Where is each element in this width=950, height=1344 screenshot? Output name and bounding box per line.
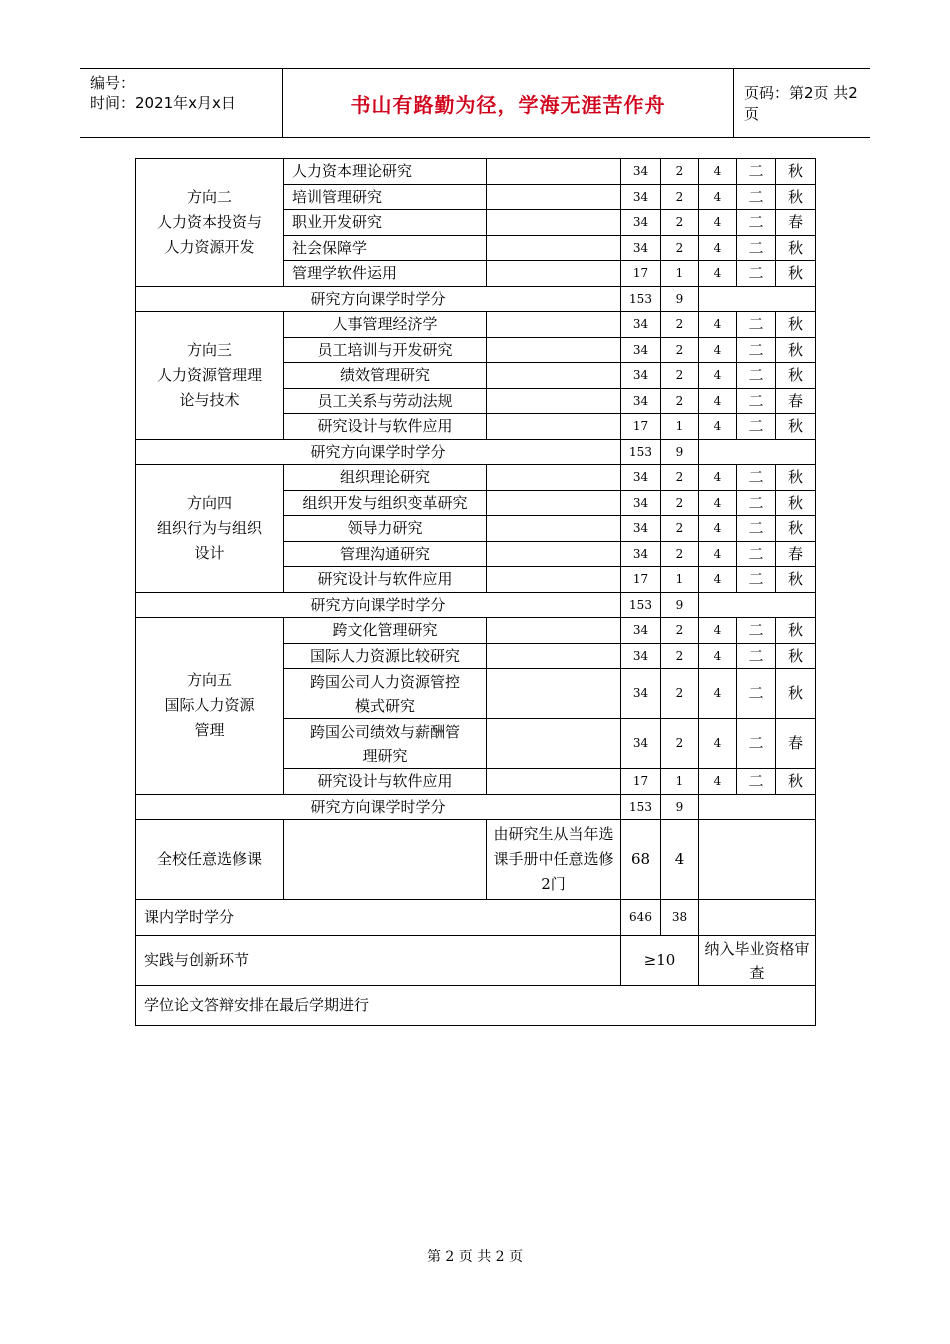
course-hours: 34 <box>621 490 661 516</box>
thesis-label: 学位论文答辩安排在最后学期进行 <box>136 986 816 1026</box>
elective-credits: 4 <box>661 820 699 900</box>
course-name: 研究设计与软件应用 <box>284 414 487 440</box>
course-year: 二 <box>737 643 776 669</box>
course-hours: 34 <box>621 618 661 644</box>
course-name: 绩效管理研究 <box>284 363 487 389</box>
course-row <box>136 312 816 338</box>
course-term: 4 <box>699 414 737 440</box>
course-season: 春 <box>776 719 816 769</box>
course-season: 秋 <box>776 669 816 719</box>
course-season: 秋 <box>776 490 816 516</box>
course-name: 管理沟通研究 <box>284 541 487 567</box>
course-note <box>487 618 621 644</box>
doc-number-label: 编号： <box>90 74 136 92</box>
direction-name: 方向四 组织行为与组织 设计 <box>136 465 284 593</box>
curriculum-table-body <box>136 159 816 1026</box>
subtotal-row <box>136 794 816 820</box>
course-year: 二 <box>737 363 776 389</box>
course-term: 4 <box>699 337 737 363</box>
header-motto: 书山有路勤为径，学海无涯苦作舟 <box>282 69 734 137</box>
course-term: 4 <box>699 618 737 644</box>
course-hours: 34 <box>621 388 661 414</box>
course-note <box>487 312 621 338</box>
course-name: 跨国公司绩效与薪酬管 理研究 <box>284 719 487 769</box>
course-season: 秋 <box>776 618 816 644</box>
course-credits: 1 <box>661 261 699 287</box>
course-hours: 34 <box>621 465 661 491</box>
course-note <box>487 669 621 719</box>
course-hours: 34 <box>621 337 661 363</box>
subtotal-empty <box>699 794 816 820</box>
subtotal-label: 研究方向课学时学分 <box>136 794 621 820</box>
page-footer: 第 2 页 共 2 页 <box>426 1249 524 1265</box>
course-season: 秋 <box>776 261 816 287</box>
elective-empty-right <box>699 820 816 900</box>
subtotal-credits: 9 <box>661 286 699 312</box>
course-season: 春 <box>776 388 816 414</box>
course-note <box>487 719 621 769</box>
course-credits: 2 <box>661 235 699 261</box>
doc-time-label: 时间：2021年x月x日 <box>90 94 236 112</box>
subtotal-credits: 9 <box>661 439 699 465</box>
header-page-number: 页码：第2页 共2页 <box>744 84 858 123</box>
course-term: 4 <box>699 261 737 287</box>
course-year: 二 <box>737 465 776 491</box>
subtotal-credits: 9 <box>661 592 699 618</box>
course-credits: 2 <box>661 490 699 516</box>
practice-value: ≥10 <box>621 936 699 986</box>
course-hours: 34 <box>621 159 661 185</box>
course-season: 秋 <box>776 643 816 669</box>
course-term: 4 <box>699 210 737 236</box>
course-year: 二 <box>737 159 776 185</box>
course-term: 4 <box>699 643 737 669</box>
course-year: 二 <box>737 490 776 516</box>
subtotal-hours: 153 <box>621 592 661 618</box>
elective-note: 由研究生从当年选课手册中任意选修2门 <box>487 820 621 900</box>
course-hours: 34 <box>621 669 661 719</box>
course-name: 研究设计与软件应用 <box>284 769 487 795</box>
practice-note: 纳入毕业资格审查 <box>699 936 816 986</box>
course-name: 跨国公司人力资源管控 模式研究 <box>284 669 487 719</box>
subtotal-row <box>136 286 816 312</box>
course-credits: 2 <box>661 184 699 210</box>
course-hours: 34 <box>621 210 661 236</box>
course-term: 4 <box>699 363 737 389</box>
total-hours: 646 <box>621 900 661 936</box>
elective-empty <box>284 820 487 900</box>
header-meta <box>80 69 282 137</box>
course-term: 4 <box>699 541 737 567</box>
course-name: 职业开发研究 <box>284 210 487 236</box>
course-season: 秋 <box>776 567 816 593</box>
course-name: 社会保障学 <box>284 235 487 261</box>
course-credits: 2 <box>661 159 699 185</box>
course-term: 4 <box>699 567 737 593</box>
course-note <box>487 490 621 516</box>
elective-hours: 68 <box>621 820 661 900</box>
course-row <box>136 618 816 644</box>
course-hours: 17 <box>621 261 661 287</box>
course-name: 组织开发与组织变革研究 <box>284 490 487 516</box>
course-year: 二 <box>737 618 776 644</box>
course-note <box>487 465 621 491</box>
course-name: 研究设计与软件应用 <box>284 567 487 593</box>
subtotal-label: 研究方向课学时学分 <box>136 592 621 618</box>
course-credits: 2 <box>661 669 699 719</box>
course-year: 二 <box>737 210 776 236</box>
course-name: 跨文化管理研究 <box>284 618 487 644</box>
course-term: 4 <box>699 388 737 414</box>
subtotal-hours: 153 <box>621 286 661 312</box>
course-row <box>136 465 816 491</box>
course-term: 4 <box>699 159 737 185</box>
course-credits: 2 <box>661 363 699 389</box>
course-hours: 34 <box>621 184 661 210</box>
course-season: 秋 <box>776 414 816 440</box>
course-season: 秋 <box>776 312 816 338</box>
course-note <box>487 541 621 567</box>
course-season: 秋 <box>776 363 816 389</box>
course-season: 秋 <box>776 184 816 210</box>
course-year: 二 <box>737 184 776 210</box>
course-season: 秋 <box>776 235 816 261</box>
course-term: 4 <box>699 184 737 210</box>
subtotal-credits: 9 <box>661 794 699 820</box>
course-credits: 2 <box>661 312 699 338</box>
course-credits: 1 <box>661 769 699 795</box>
course-term: 4 <box>699 669 737 719</box>
subtotal-empty <box>699 592 816 618</box>
course-year: 二 <box>737 337 776 363</box>
course-season: 秋 <box>776 159 816 185</box>
course-hours: 34 <box>621 719 661 769</box>
practice-label: 实践与创新环节 <box>136 936 621 986</box>
page-header <box>80 68 870 138</box>
course-credits: 2 <box>661 465 699 491</box>
course-note <box>487 210 621 236</box>
course-hours: 17 <box>621 769 661 795</box>
course-name: 员工关系与劳动法规 <box>284 388 487 414</box>
course-name: 领导力研究 <box>284 516 487 542</box>
course-credits: 2 <box>661 643 699 669</box>
course-note <box>487 516 621 542</box>
total-row <box>136 900 816 936</box>
elective-label: 全校任意选修课 <box>136 820 284 900</box>
practice-row <box>136 936 816 986</box>
subtotal-empty <box>699 286 816 312</box>
total-label: 课内学时学分 <box>136 900 621 936</box>
course-season: 春 <box>776 210 816 236</box>
course-note <box>487 769 621 795</box>
direction-name: 方向二 人力资本投资与 人力资源开发 <box>136 159 284 287</box>
course-credits: 2 <box>661 516 699 542</box>
course-note <box>487 388 621 414</box>
course-name: 人事管理经济学 <box>284 312 487 338</box>
course-credits: 2 <box>661 210 699 236</box>
course-hours: 34 <box>621 643 661 669</box>
course-term: 4 <box>699 719 737 769</box>
course-credits: 1 <box>661 567 699 593</box>
course-note <box>487 643 621 669</box>
curriculum-table <box>135 158 816 1026</box>
total-empty <box>699 900 816 936</box>
course-season: 秋 <box>776 337 816 363</box>
course-year: 二 <box>737 567 776 593</box>
course-hours: 34 <box>621 363 661 389</box>
course-hours: 34 <box>621 541 661 567</box>
direction-name: 方向五 国际人力资源 管理 <box>136 618 284 795</box>
course-term: 4 <box>699 235 737 261</box>
subtotal-row <box>136 439 816 465</box>
course-year: 二 <box>737 388 776 414</box>
course-season: 秋 <box>776 769 816 795</box>
total-credits: 38 <box>661 900 699 936</box>
course-note <box>487 363 621 389</box>
course-season: 秋 <box>776 516 816 542</box>
course-name: 国际人力资源比较研究 <box>284 643 487 669</box>
course-credits: 2 <box>661 337 699 363</box>
course-credits: 2 <box>661 541 699 567</box>
course-credits: 2 <box>661 719 699 769</box>
course-year: 二 <box>737 312 776 338</box>
course-note <box>487 261 621 287</box>
subtotal-row <box>136 592 816 618</box>
direction-name: 方向三 人力资源管理理 论与技术 <box>136 312 284 440</box>
course-credits: 2 <box>661 618 699 644</box>
subtotal-label: 研究方向课学时学分 <box>136 439 621 465</box>
course-year: 二 <box>737 414 776 440</box>
course-hours: 17 <box>621 414 661 440</box>
course-year: 二 <box>737 261 776 287</box>
course-name: 员工培训与开发研究 <box>284 337 487 363</box>
course-credits: 1 <box>661 414 699 440</box>
course-credits: 2 <box>661 388 699 414</box>
course-note <box>487 159 621 185</box>
course-term: 4 <box>699 465 737 491</box>
elective-row <box>136 820 816 900</box>
subtotal-empty <box>699 439 816 465</box>
course-note <box>487 567 621 593</box>
course-name: 人力资本理论研究 <box>284 159 487 185</box>
course-hours: 17 <box>621 567 661 593</box>
course-name: 组织理论研究 <box>284 465 487 491</box>
course-year: 二 <box>737 719 776 769</box>
course-hours: 34 <box>621 312 661 338</box>
course-term: 4 <box>699 516 737 542</box>
course-note <box>487 184 621 210</box>
course-year: 二 <box>737 769 776 795</box>
course-name: 管理学软件运用 <box>284 261 487 287</box>
course-term: 4 <box>699 312 737 338</box>
subtotal-label: 研究方向课学时学分 <box>136 286 621 312</box>
course-year: 二 <box>737 669 776 719</box>
course-year: 二 <box>737 541 776 567</box>
course-row <box>136 159 816 185</box>
subtotal-hours: 153 <box>621 439 661 465</box>
course-season: 春 <box>776 541 816 567</box>
course-year: 二 <box>737 516 776 542</box>
course-note <box>487 235 621 261</box>
course-term: 4 <box>699 769 737 795</box>
course-note <box>487 337 621 363</box>
course-term: 4 <box>699 490 737 516</box>
course-note <box>487 414 621 440</box>
course-hours: 34 <box>621 516 661 542</box>
course-name: 培训管理研究 <box>284 184 487 210</box>
subtotal-hours: 153 <box>621 794 661 820</box>
course-hours: 34 <box>621 235 661 261</box>
course-season: 秋 <box>776 465 816 491</box>
course-year: 二 <box>737 235 776 261</box>
thesis-row <box>136 986 816 1026</box>
